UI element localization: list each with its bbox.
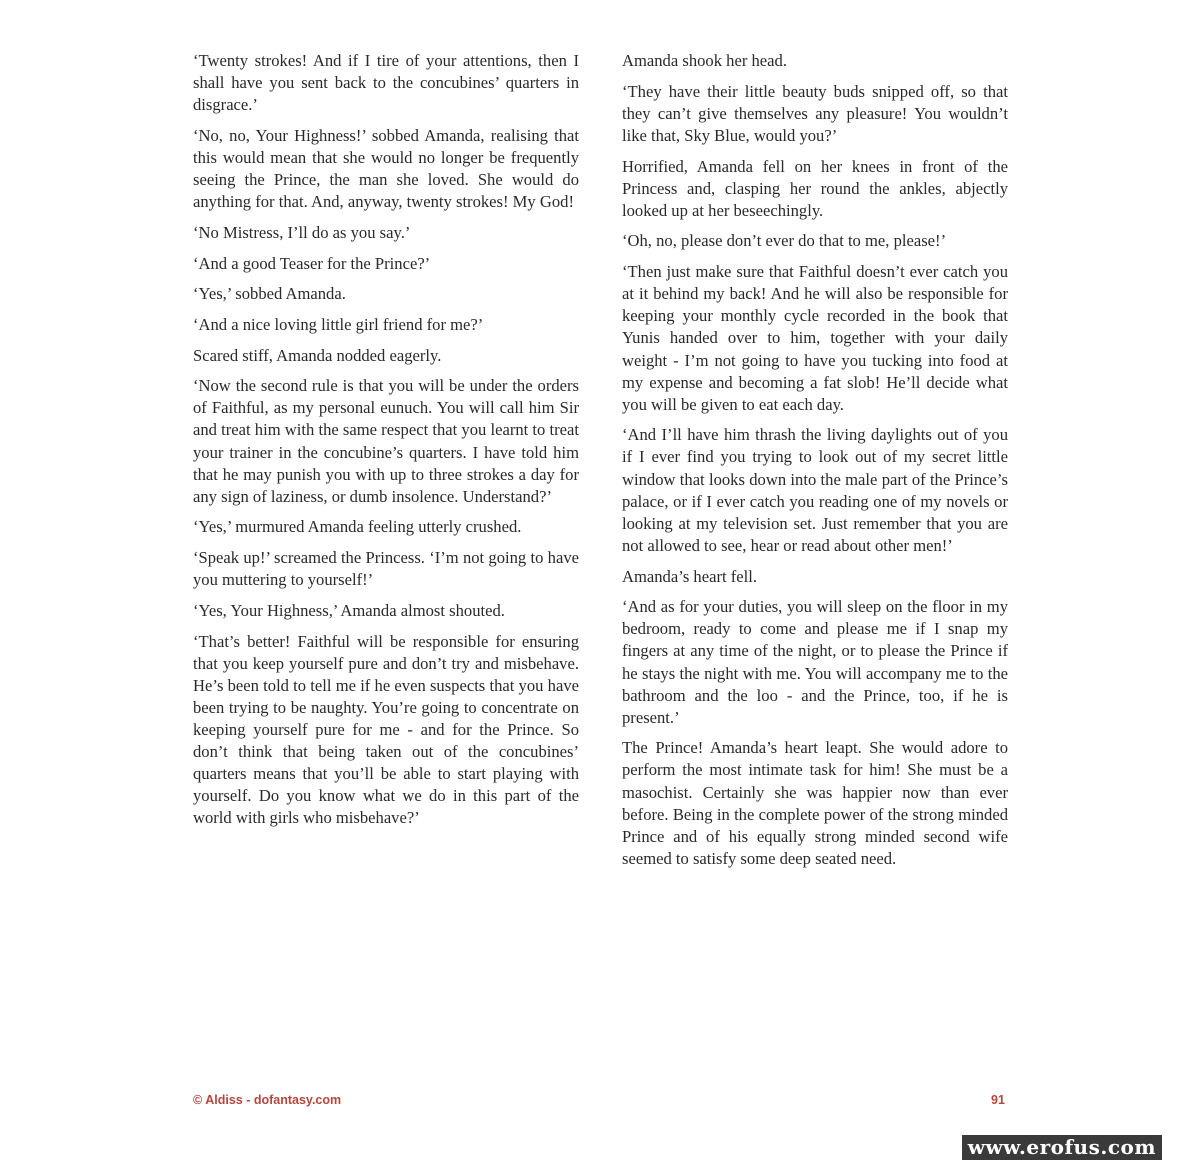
paragraph: Amanda’s heart fell. [622,566,758,586]
paragraph: Horrified, Amanda fell on her knees in front of the Princess and, clasping her round the ankles, abjectly looked up at her beseechingly. [622,156,1008,220]
paragraph: ‘Now the second rule is that you will be under the orders of Faithful, as my personal eunuch. You will call him Sir and treat him with the same respect that you learnt to treat your trainer in the concubine’s quarters. I have told him that he may punish you with up to three strokes a day for any sign of laziness, or dumb insolence. Understand?’ [193,376,579,506]
paragraph: ‘And a nice loving little girl friend for me?’ [193,314,484,334]
paragraph: The Prince! Amanda’s heart leapt. She would adore to perform the most intimate task for him! She must be a masochist. Certainly she was happier now than ever before. Being in the complete power of the strong minded Prince and of his equally strong minded second wife seemed to satisfy some deep seated need. [622,738,1008,868]
paragraph: Scared stiff, Amanda nodded eagerly. [193,345,442,365]
paragraph: ‘Then just make sure that Faithful doesn’t ever catch you at it behind my back! And he will also be responsible for keeping your monthly cycle recorded in the book that Yunis handed over to him, together with your daily weight - I’m not going to have you tucking into food at my expense and becoming a fat slob! He’ll decide what you will be given to eat each day. [622,262,1008,414]
paragraph: ‘They have their little beauty buds snipped off, so that they can’t give themselves any pleasure! You wouldn’t like that, Sky Blue, would you?’ [622,81,1008,145]
paragraph: Amanda shook her head. [622,51,787,70]
paragraph: ‘No, no, Your Highness!’ sobbed Amanda, realising that this would mean that she would no longer be frequently seeing the Prince, the man she loved. She would do anything for that. And, anyway, twenty strokes! My God! [193,125,579,212]
paragraph: ‘And as for your duties, you will sleep on the floor in my bedroom, ready to come and please me if I snap my fingers at any time of the night, or to please the Prince if he stays the night with me. You will accompany me to the bathroom and the loo - and the Prince, too, if he is present.’ [622,597,1008,727]
paragraph: ‘Twenty strokes! And if I tire of your attentions, then I shall have you sent back to the concubines’ quarters in disgrace.’ [193,51,579,115]
watermark: www.erofus.com [962,1135,1162,1160]
page-number: 91 [991,1093,1005,1107]
paragraph: ‘Yes,’ murmured Amanda feeling utterly crushed. [193,517,522,537]
paragraph: ‘Speak up!’ screamed the Princess. ‘I’m not going to have you muttering to yourself!’ [193,548,579,590]
paragraph: ‘And a good Teaser for the Prince?’ [193,253,431,273]
paragraph: ‘That’s better! Faithful will be responsible for ensuring that you keep yourself pure and don’t try and misbehave. He’s been told to tell me if he even suspects that you have been trying to be naughty. You’re going to concentrate on keeping yourself pure for me - and for the Prince. So don’t think that being taken out of the concubines’ quarters means that you’ll be able to start playing with yourself. Do you know what we do in this part of the world with girls who misbehave?’ [193,631,579,828]
paragraph: ‘Yes, Your Highness,’ Amanda almost shouted. [193,600,505,620]
left-column [193,50,579,838]
paragraph: ‘And I’ll have him thrash the living daylights out of you if I ever find you trying to look out of my secret little window that looks down into the male part of the Prince’s palace, or if I ever catch you reading one of my novels or looking at my television set. Just remember that you are not allowed to see, hear or read about other men!’ [622,425,1008,555]
paragraph: ‘Yes,’ sobbed Amanda. [193,284,346,304]
paragraph: ‘Oh, no, please don’t ever do that to me, please!’ [622,231,947,251]
footer-copyright: © Aldiss - dofantasy.com [193,1093,342,1107]
paragraph: ‘No Mistress, I’ll do as you say.’ [193,222,411,242]
right-column [622,50,1008,879]
